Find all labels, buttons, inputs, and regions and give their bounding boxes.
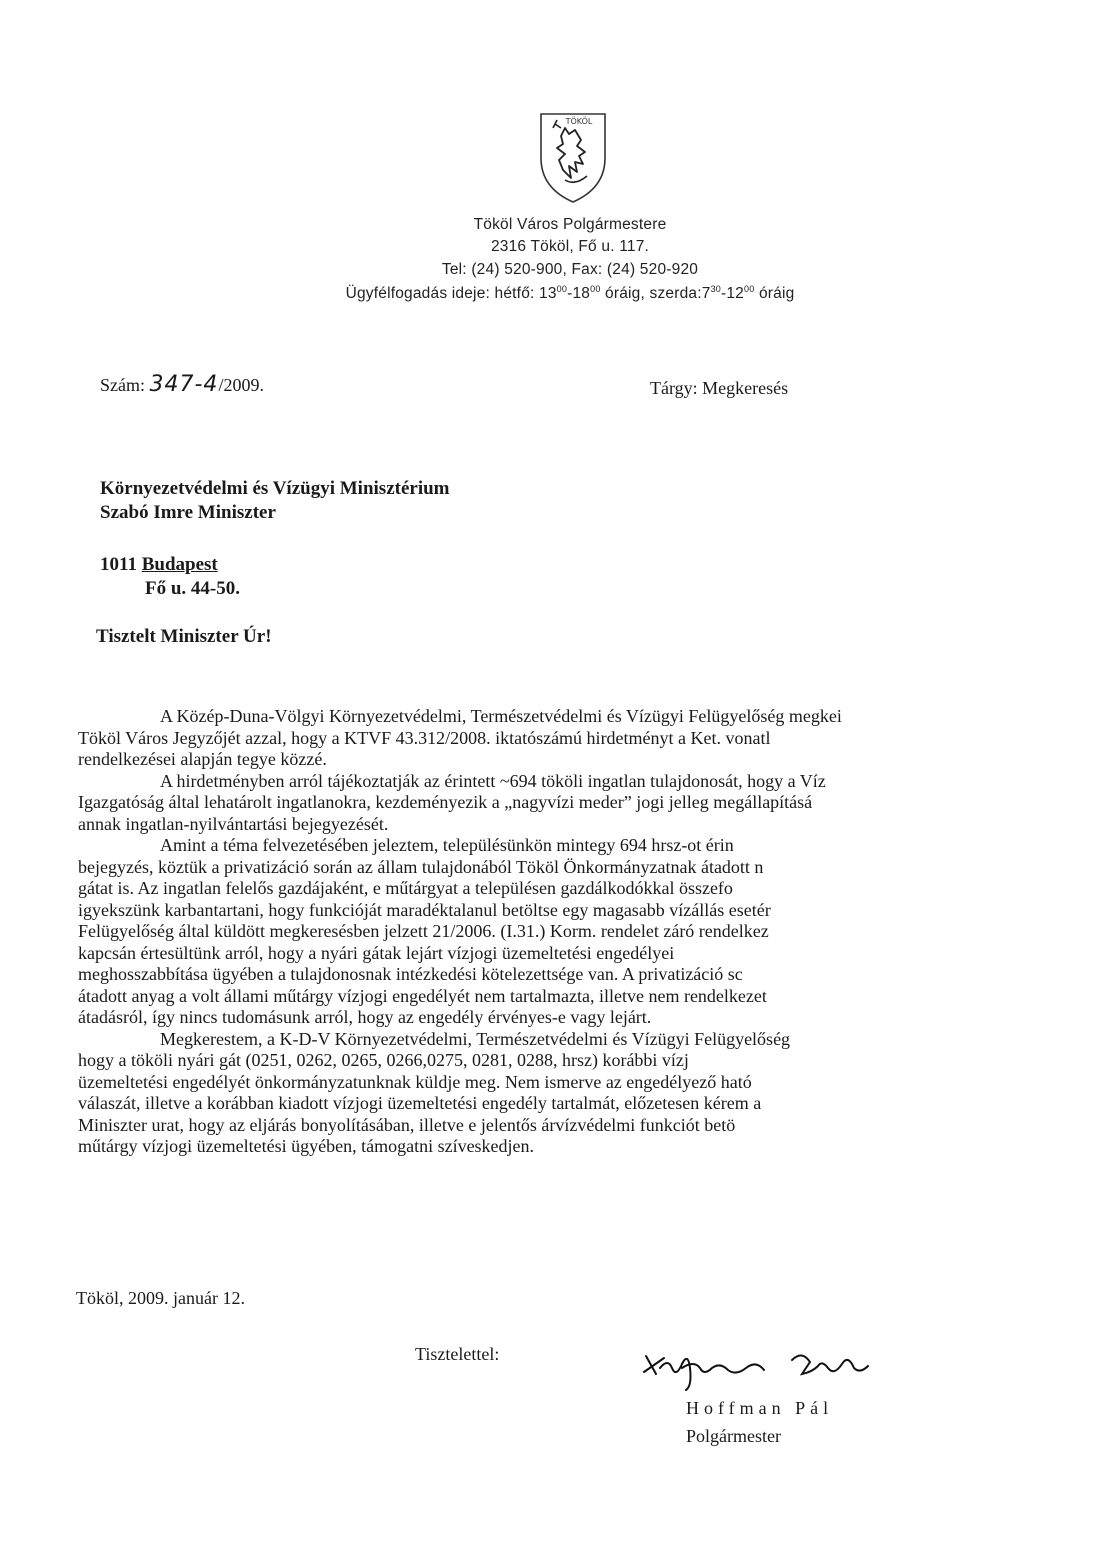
letterhead-line-address: 2316 Tököl, Fő u. 117. <box>490 238 650 255</box>
body-line: műtárgy vízjogi üzemeltetési ügyében, támogatni szíveskedjen. <box>78 1136 535 1156</box>
body-line: Felügyelőség által küldött megkeresésben jelzett 21/2006. (I.31.) Korm. rendelet záró rendelkez <box>78 921 769 941</box>
recipient-city: Budapest <box>141 554 218 575</box>
body-line: üzemeltetési engedélyét önkormányzatunknak küldje meg. Nem ismerve az engedélyező ható <box>78 1071 752 1092</box>
body-line: Igazgatóság által lehatárolt ingatlanokra, kezdeményezik a „nagyvízi meder” jogi jelleg megállapításá <box>78 792 813 812</box>
body-line: válaszát, illetve a korábban kiadott vízjogi üzemeltetési engedély tartalmát, előzetesen kérem a <box>78 1093 762 1113</box>
body-line: igyekszünk karbantartani, hogy funkcióját maradéktalanul betöltse egy magasabb vízállás esetér <box>78 899 771 920</box>
letterhead-line-phone: Tel: (24) 520-900, Fax: (24) 520-920 <box>441 261 699 278</box>
body-line: hogy a tököli nyári gát (0251, 0262, 0265, 0266,0275, 0281, 0288, hrsz) korábbi vízj <box>78 1050 689 1070</box>
recipient-city-line <box>100 554 218 576</box>
handwritten-signature <box>642 1338 882 1394</box>
reference-suffix: /2009. <box>218 375 264 395</box>
body-line: meghosszabbítása ügyében a tulajdonosnak intézkedési kötelezettsége van. A privatizáció sc <box>78 964 743 984</box>
body-line: átadásról, így nincs tudomásunk arról, hogy az engedély érvényes-e vagy lejárt. <box>78 1007 652 1027</box>
body-line: Amint a téma felvezetésében jeleztem, településünkön mintegy 694 hrsz-ot érin <box>160 835 734 855</box>
body-line: Miniszter urat, hogy az eljárás bonyolításában, illetve e jelentős árvízvédelmi funkciót betö <box>78 1114 736 1135</box>
recipient-street: Fő u. 44-50. <box>145 578 240 599</box>
svg-text:TÖKÖL: TÖKÖL <box>565 117 593 126</box>
subject-line: Tárgy: Megkeresés <box>650 378 789 398</box>
body-line: bejegyzés, köztük a privatizáció során az állam tulajdonából Tököl Önkormányzatnak átadott n <box>78 856 764 877</box>
recipient-ministry: Környezetvédelmi és Vízügyi Minisztérium <box>100 478 450 499</box>
signer-title: Polgármester <box>686 1426 781 1446</box>
reference-number <box>100 372 264 397</box>
letter-body <box>78 706 981 1158</box>
body-line: átadott anyag a volt állami műtárgy vízjogi engedélyét nem tartalmazta, illetve nem rendelkezet <box>78 985 767 1006</box>
body-line: A hirdetményben arról tájékoztatják az érintett ~694 tököli ingatlan tulajdonosát, hogy a Víz <box>160 770 826 791</box>
body-line: annak ingatlan-nyilvántartási bejegyezését. <box>78 813 389 834</box>
reference-handwritten-number: 347-4 <box>149 372 219 397</box>
signer-name: Hoffman Pál <box>686 1398 834 1418</box>
recipient-zip: 1011 <box>100 554 137 575</box>
body-line: Tököl Város Jegyzőjét azzal, hogy a KTVF 43.312/2008. iktatószámú hirdetményt a Ket. vonatl <box>78 727 771 748</box>
salutation: Tisztelt Miniszter Úr! <box>96 626 272 647</box>
city-crest-logo <box>535 106 611 206</box>
closing: Tisztelettel: <box>415 1344 500 1364</box>
body-line: kapcsán értesültünk arról, hogy a nyári gátak lejárt vízjogi üzemeltetési engedélyei <box>78 942 675 963</box>
date-line: Tököl, 2009. január 12. <box>76 1288 245 1308</box>
reference-label: Szám: <box>100 375 145 395</box>
recipient-minister: Szabó Imre Miniszter <box>100 502 276 523</box>
body-line: A Közép-Duna-Völgyi Környezetvédelmi, Természetvédelmi és Vízügyi Felügyelőség megkei <box>160 706 842 726</box>
body-line: Megkerestem, a K-D-V Környezetvédelmi, Természetvédelmi és Vízügyi Felügyelőség <box>160 1028 791 1049</box>
body-line: rendelkezései alapján tegye közzé. <box>78 749 327 769</box>
body-line: gátat is. Az ingatlan felelős gazdájaként, e műtárgyat a településen gazdálkodókkal összefo <box>78 878 733 898</box>
letterhead-line-name: Tököl Város Polgármestere <box>473 216 667 233</box>
letterhead-line-hours: Ügyfélfogadás ideje: hétfő: $13^{00}-18^{00}$ óráig, $szerda:7^{30}-12^{00}$ óráig <box>345 284 795 303</box>
